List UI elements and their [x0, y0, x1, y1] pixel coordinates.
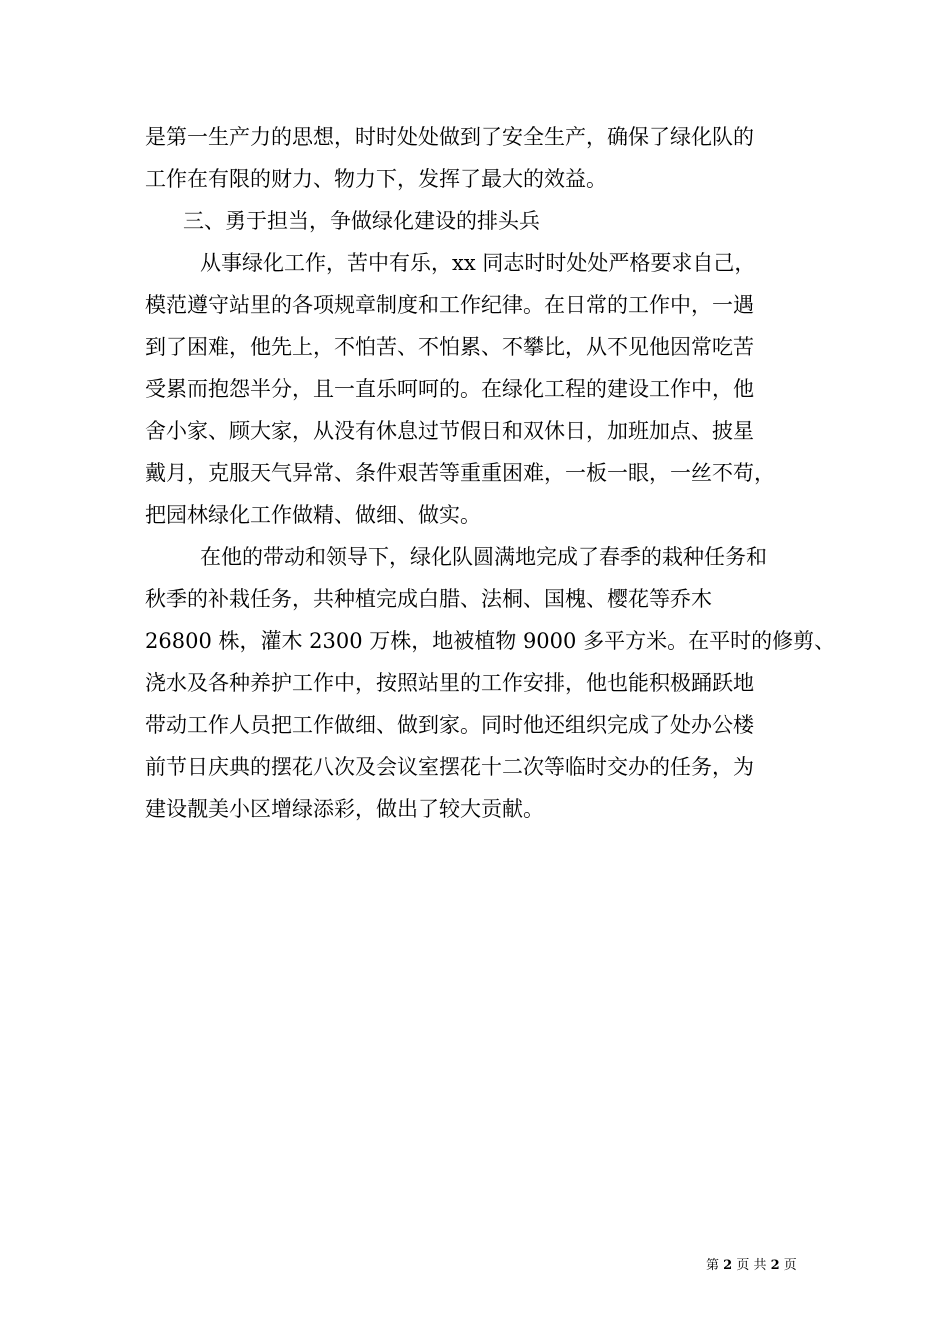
paragraph-line: 带动工作人员把工作做细、做到家。同时他还组织完成了处办公楼 — [145, 713, 754, 737]
paragraph-line: 建设靓美小区增绿添彩，做出了较大贡献。 — [145, 797, 544, 821]
paragraph-line: 前节日庆典的摆花八次及会议室摆花十二次等临时交办的任务，为 — [145, 755, 754, 779]
page-label-prefix: 第 — [706, 1258, 724, 1273]
paragraph-line: 模范遵守站里的各项规章制度和工作纪律。在日常的工作中，一遇 — [145, 293, 754, 317]
current-page-number: 2 — [723, 1258, 733, 1273]
paragraph-line: 到了困难，他先上，不怕苦、不怕累、不攀比，从不见他因常吃苦 — [145, 335, 754, 359]
paragraph-line: 把园林绿化工作做精、做细、做实。 — [145, 503, 481, 527]
paragraph-line: 受累而抱怨半分，且一直乐呵呵的。在绿化工程的建设工作中，他 — [145, 377, 754, 401]
paragraph-line: 工作在有限的财力、物力下，发挥了最大的效益。 — [145, 167, 607, 191]
total-pages-number: 2 — [770, 1258, 780, 1273]
paragraph-line: 在他的带动和领导下，绿化队圆满地完成了春季的栽种任务和 — [200, 545, 767, 569]
page-number-footer — [706, 1258, 797, 1274]
paragraph-line: 舍小家、顾大家，从没有休息过节假日和双休日，加班加点、披星 — [145, 419, 754, 443]
paragraph-line: 秋季的补栽任务，共种植完成白腊、法桐、国槐、樱花等乔木 — [145, 587, 712, 611]
paragraph-line: 26800 株，灌木 2300 万株，地被植物 9000 多平方米。在平时的修剪、 — [145, 629, 836, 653]
paragraph-line: 戴月，克服天气异常、条件艰苦等重重困难，一板一眼，一丝不苟， — [145, 461, 775, 485]
paragraph-line: 浇水及各种养护工作中，按照站里的工作安排，他也能积极踊跃地 — [145, 671, 754, 695]
document-body — [145, 116, 836, 830]
section-heading: 三、勇于担当，争做绿化建设的排头兵 — [183, 209, 540, 233]
paragraph-line: 是第一生产力的思想，时时处处做到了安全生产，确保了绿化队的 — [145, 125, 754, 149]
page-label-suffix: 页 — [779, 1258, 797, 1273]
page-label-middle: 页 共 — [732, 1258, 771, 1273]
paragraph-line: 从事绿化工作，苦中有乐，xx 同志时时处处严格要求自己， — [200, 251, 756, 275]
